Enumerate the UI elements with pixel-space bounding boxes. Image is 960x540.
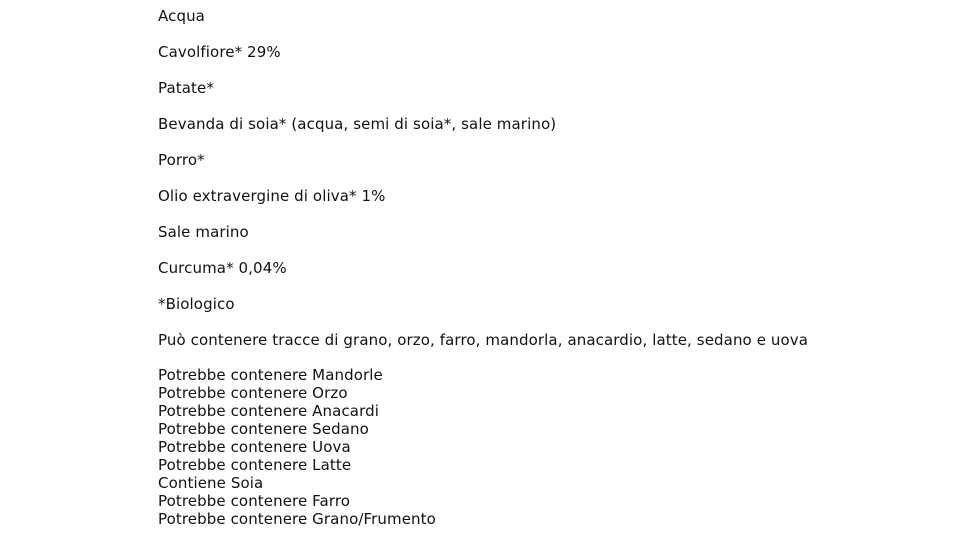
allergen-item: Potrebbe contenere Uova (158, 438, 351, 456)
allergen-item: Potrebbe contenere Latte (158, 456, 352, 474)
allergen-item: Contiene Soia (158, 474, 264, 492)
ingredient-cauliflower: Cavolfiore* 29% (158, 43, 281, 61)
ingredient-sea-salt: Sale marino (158, 223, 249, 241)
allergen-item: Potrebbe contenere Mandorle (158, 366, 383, 384)
allergen-list (158, 366, 436, 528)
ingredient-turmeric: Curcuma* 0,04% (158, 259, 287, 277)
organic-note: *Biologico (158, 295, 235, 313)
ingredient-soy-drink: Bevanda di soia* (acqua, semi di soia*, sale marino) (158, 115, 557, 133)
allergen-item: Potrebbe contenere Sedano (158, 420, 369, 438)
allergen-item: Potrebbe contenere Anacardi (158, 402, 379, 420)
ingredient-olive-oil: Olio extravergine di oliva* 1% (158, 187, 386, 205)
ingredient-water: Acqua (158, 7, 205, 25)
ingredient-potatoes: Patate* (158, 79, 214, 97)
allergen-item: Potrebbe contenere Farro (158, 492, 351, 510)
allergen-item: Potrebbe contenere Orzo (158, 384, 348, 402)
traces-note: Può contenere tracce di grano, orzo, farro, mandorla, anacardio, latte, sedano e uova (158, 331, 809, 349)
allergen-item: Potrebbe contenere Grano/Frumento (158, 510, 436, 528)
ingredient-leek: Porro* (158, 151, 205, 169)
